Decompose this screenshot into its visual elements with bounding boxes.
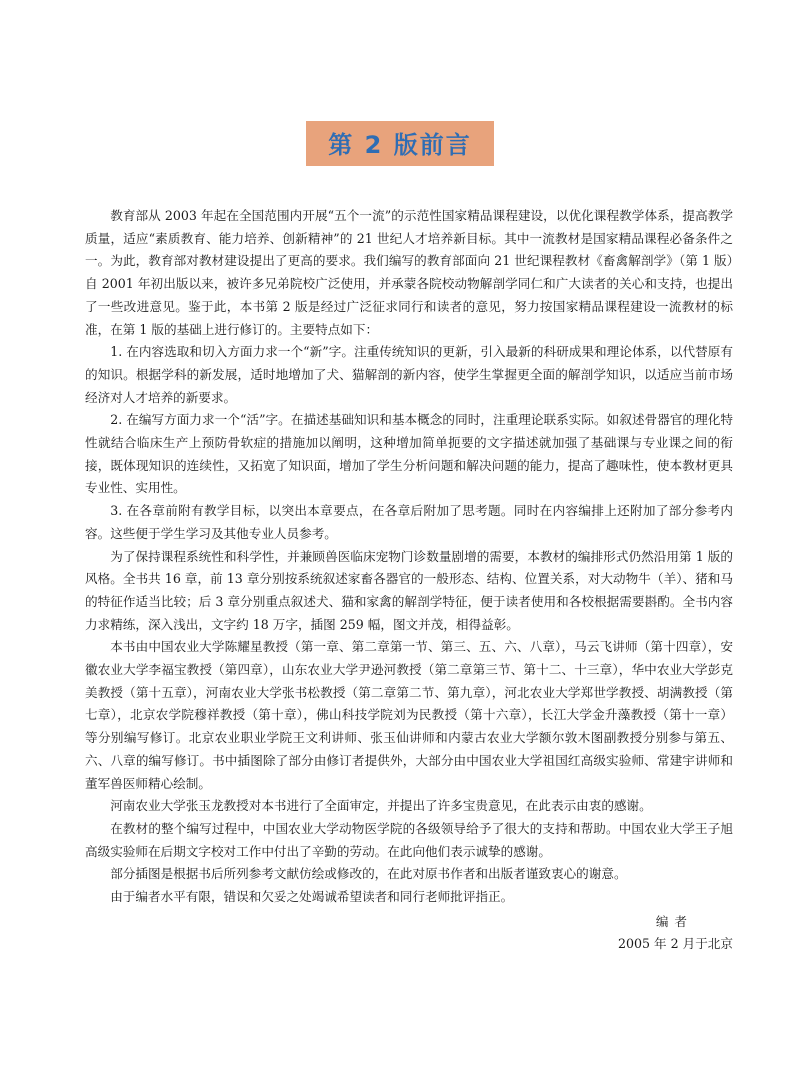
paragraph-review-thanks: 河南农业大学张玉龙教授对本书进行了全面审定，并提出了许多宝贵意见，在此表示由衷的感谢。: [110, 798, 652, 814]
paragraph-intro: 教育部从 2003 年起在全国范围内开展“五个一流”的示范性国家精品课程建设，以优化课程教学体系，提高教学质量，适应“素质教育、能力培养、创新精神”的 21 世纪人才培养新目标。其中一流教材是国家精品课程必备条件之一。为此，教育部对教材建设提出了更高的要求。我们编写的教育部面向 21 世纪课程教材《畜禽解剖学》（第 1 版）自 2001 年初出版以来，被许多兄弟院校广泛使用，并承蒙各院校动物解剖学同仁和广大读者的关心和支持，也提出了一些改进意见。鉴于此，本书第 2 版是经过广泛征求同行和读者的意见，努力按国家精品课程建设一流教材的标准，在第 1 版的基础上进行修订的。主要特点如下：: [85, 208, 733, 337]
paragraph-feature-2: 2. 在编写方面力求一个“活”字。在描述基础知识和基本概念的同时，注重理论联系实际。如叙述骨器官的理化特性就结合临床生产上预防骨软症的措施加以阐明，这种增加简单扼要的文字描述就加强了基础课与专业课之间的衔接，既体现知识的连续性，又拓宽了知识面，增加了学生分析问题和解决问题的能力，提高了趣味性，使本教材更具专业性、实用性。: [85, 412, 733, 496]
signature-author: 编者: [655, 914, 693, 929]
page-title: 第 2 版前言: [306, 121, 493, 166]
paragraph-authors: 本书由中国农业大学陈耀星教授（第一章、第二章第一节、第三、五、六、八章），马云飞讲师（第十四章），安徽农业大学李福宝教授（第四章），山东农业大学尹逊河教授（第二章第三节、第十二、十三章），华中农业大学彭克美教授（第十五章），河南农业大学张书松教授（第二章第二节、第九章），河北农业大学郑世学教授、胡满教授（第七章），北京农学院穆祥教授（第十章），佛山科技学院刘为民教授（第十六章），长江大学金升藻教授（第十一章）等分别编写修订。北京农业职业学院王文利讲师、张玉仙讲师和内蒙古农业大学额尔敦木图副教授分别参与第五、六、八章的编写修订。书中插图除了部分由修订者提供外，大部分由中国农业大学祖国红高级实验师、常建宇讲师和董军兽医师精心绘制。: [85, 639, 733, 791]
signature-date: 2005 年 2 月于北京: [617, 936, 733, 951]
signature-block: [540, 911, 733, 955]
paragraph-feature-3: 3. 在各章前附有教学目标，以突出本章要点，在各章后附加了思考题。同时在内容编排上还附加了部分参考内容。这些便于学生学习及其他专业人员参考。: [85, 503, 733, 541]
paragraph-illustration-thanks: 部分插图是根据书后所列参考文献仿绘或修改的，在此对原书作者和出版者谨致衷心的谢意。: [110, 866, 627, 882]
paragraph-support-thanks: 在教材的整个编写过程中，中国农业大学动物医学院的各级领导给予了很大的支持和帮助。中国农业大学王子旭高级实验师在后期文字校对工作中付出了辛勤的劳动。在此向他们表示诚挚的感谢。: [85, 820, 733, 859]
paragraph-structure: 为了保持课程系统性和科学性，并兼顾兽医临床宠物门诊数量剧增的需要，本教材的编排形式仍然沿用第 1 版的风格。全书共 16 章，前 13 章分别按系统叙述家畜各器官的一般形态、结构、位置关系，对大动物牛（羊）、猪和马的特征作适当比较；后 3 章分别重点叙述犬、猫和家禽的解剖学特征，便于读者使用和各校根据需要斟酌。全书内容力求精练，深入浅出，文字约 18 万字，插图 259 幅，图文并茂，相得益彰。: [85, 548, 733, 632]
paragraph-feature-1: 1. 在内容选取和切入方面力求一个“新”字。注重传统知识的更新，引入最新的科研成果和理论体系，以代替原有的知识。根据学科的新发展，适时地增加了犬、猫解剖的新内容，使学生掌握更全面的解剖学知识，以适应当前市场经济对人才培养的新要求。: [85, 344, 733, 405]
paragraph-closing: 由于编者水平有限，错误和欠妥之处竭诚希望读者和同行老师批评指正。: [110, 889, 514, 905]
preface-body: [85, 205, 733, 909]
title-area: [0, 121, 800, 166]
